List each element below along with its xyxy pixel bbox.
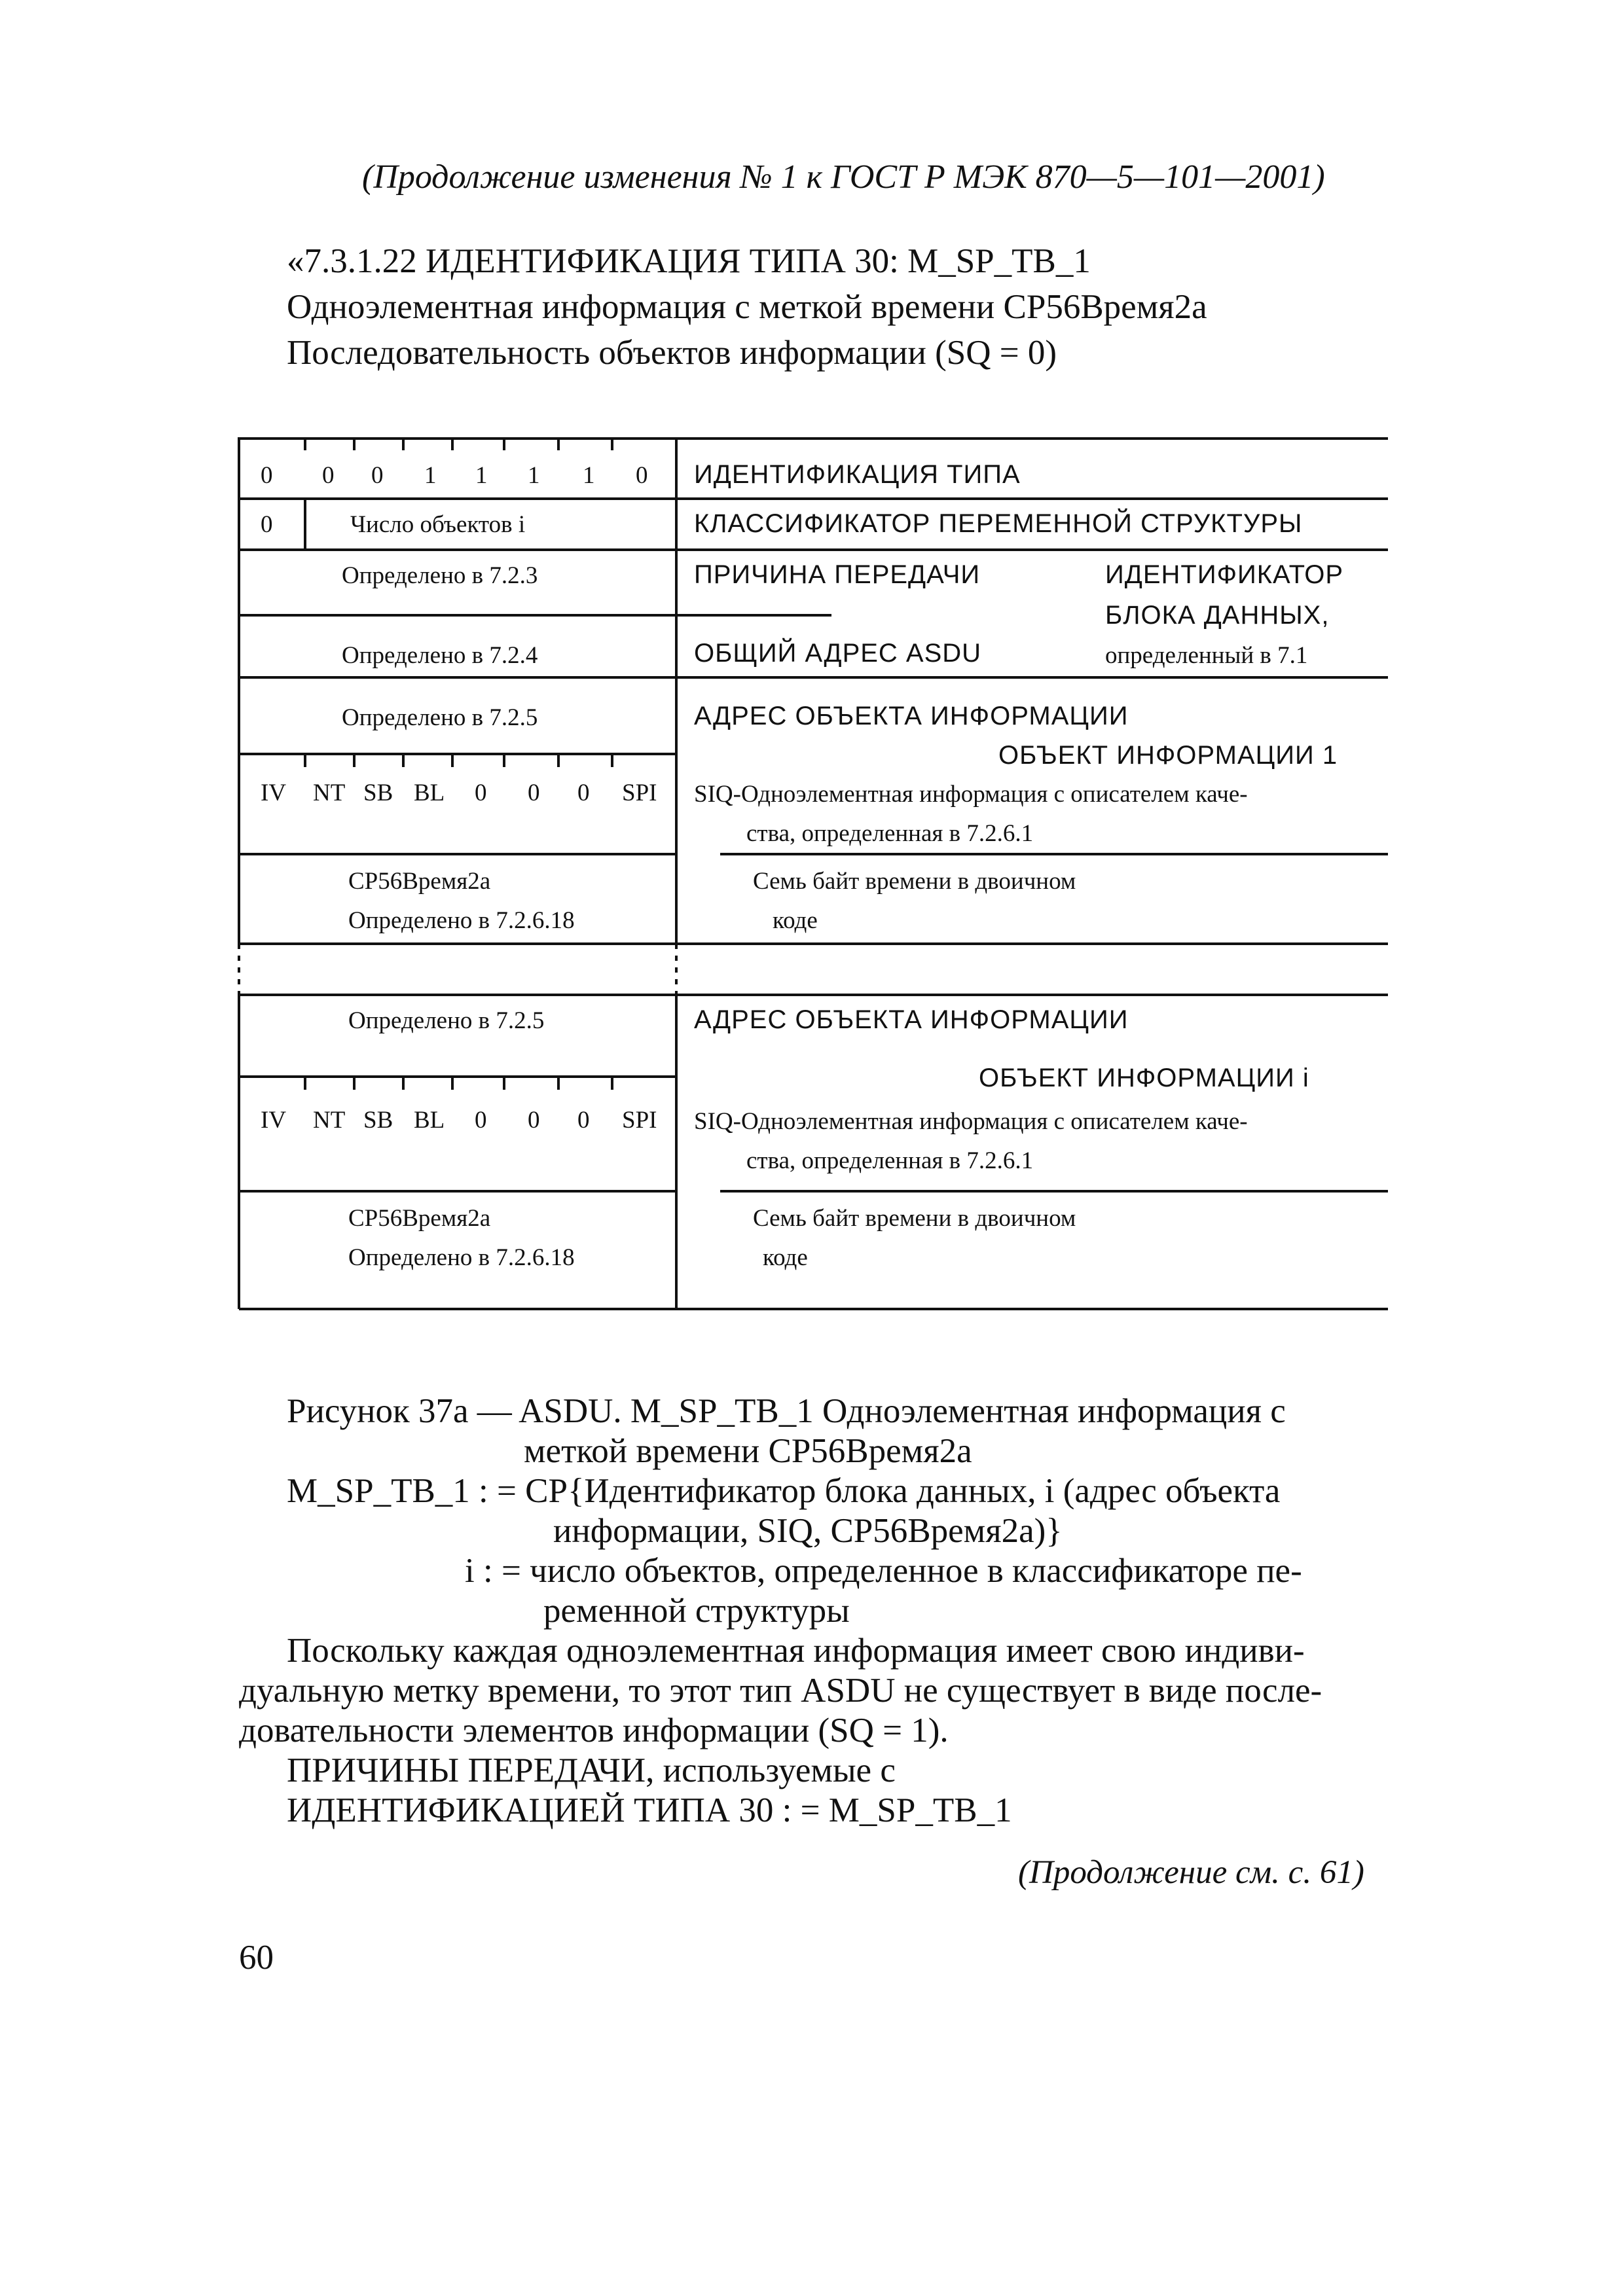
causes-heading: ПРИЧИНЫ ПЕРЕДАЧИ, используемые с xyxy=(287,1751,896,1789)
siq-bit: 0 xyxy=(528,780,540,806)
siq-bit: 0 xyxy=(475,1107,487,1134)
bit-value: 1 xyxy=(424,462,437,489)
definition-line-4: ременной структуры xyxy=(543,1592,850,1630)
siq-bit: 0 xyxy=(577,1107,590,1134)
time-tag-description-2: коде xyxy=(763,1244,808,1271)
bit-value: 0 xyxy=(261,462,273,489)
causes-heading-2: ИДЕНТИФИКАЦИЕЙ ТИПА 30 : = M_SP_TB_1 xyxy=(287,1791,1012,1829)
information-object-1-label: ОБЪЕКТ ИНФОРМАЦИИ 1 xyxy=(998,741,1338,770)
object-address-label: АДРЕС ОБЪЕКТА ИНФОРМАЦИИ xyxy=(694,702,1129,730)
siq-bit: 0 xyxy=(475,780,487,806)
common-address-ref: Определено в 7.2.4 xyxy=(342,642,538,669)
time-tag-name: CP56Время2a xyxy=(348,868,491,895)
siq-description: SIQ-Одноэлементная информация с описателем каче- xyxy=(694,781,1248,808)
siq-bit: BL xyxy=(414,1107,445,1134)
siq-bit: SB xyxy=(363,1107,393,1134)
time-tag-description: Семь байт времени в двоичном xyxy=(753,1205,1076,1232)
page-number: 60 xyxy=(239,1939,274,1977)
definition-line-2: информации, SIQ, CP56Время2a)} xyxy=(553,1512,1063,1550)
siq-bit: NT xyxy=(313,1107,346,1134)
bit-value: 0 xyxy=(636,462,648,489)
type-identification-label: ИДЕНТИФИКАЦИЯ ТИПА xyxy=(694,460,1021,489)
siq-bit: 0 xyxy=(577,780,590,806)
time-tag-description: Семь байт времени в двоичном xyxy=(753,868,1076,895)
section-subtitle-2: Последовательность объектов информации (SQ = 0) xyxy=(287,334,1057,372)
object-address-ref: Определено в 7.2.5 xyxy=(348,1007,545,1034)
time-tag-name: CP56Время2a xyxy=(348,1205,491,1232)
continued-note: (Продолжение см. с. 61) xyxy=(1018,1854,1364,1891)
data-unit-identifier-label-2: БЛОКА ДАННЫХ, xyxy=(1105,601,1330,630)
siq-ticks-1 xyxy=(305,754,612,767)
siq-bit: IV xyxy=(261,780,287,806)
siq-ticks-2 xyxy=(305,1077,612,1090)
common-address-label: ОБЩИЙ АДРЕС ASDU xyxy=(694,639,982,668)
object-address-ref: Определено в 7.2.5 xyxy=(342,704,538,731)
object-address-label: АДРЕС ОБЪЕКТА ИНФОРМАЦИИ xyxy=(694,1005,1129,1034)
data-unit-identifier-label: ИДЕНТИФИКАТОР xyxy=(1105,560,1344,589)
siq-description-2: ства, определенная в 7.2.6.1 xyxy=(746,1147,1034,1174)
bit-ticks-top xyxy=(305,439,612,450)
sq-bit: 0 xyxy=(261,511,273,538)
siq-bit: BL xyxy=(414,780,445,806)
information-object-i-label: ОБЪЕКТ ИНФОРМАЦИИ i xyxy=(979,1064,1309,1092)
time-tag-ref: Определено в 7.2.6.18 xyxy=(348,1244,575,1271)
figure-caption: Рисунок 37a — ASDU. M_SP_TB_1 Одноэлементная информация с xyxy=(287,1392,1286,1430)
siq-bit: SB xyxy=(363,780,393,806)
figure-caption-2: меткой времени CP56Время2a xyxy=(524,1432,972,1470)
siq-bit: SPI xyxy=(622,1107,657,1134)
cause-defined-ref: Определено в 7.2.3 xyxy=(342,562,538,589)
bit-value: 1 xyxy=(475,462,488,489)
data-unit-identifier-ref: определенный в 7.1 xyxy=(1105,642,1308,669)
siq-bit: IV xyxy=(261,1107,287,1134)
time-tag-description-2: коде xyxy=(773,907,818,934)
bit-value: 1 xyxy=(528,462,540,489)
body-paragraph-3: довательности элементов информации (SQ = 1). xyxy=(239,1712,949,1749)
cause-of-transmission-label: ПРИЧИНА ПЕРЕДАЧИ xyxy=(694,560,981,589)
section-subtitle: Одноэлементная информация с меткой времени CP56Время2a xyxy=(287,288,1207,326)
siq-description-2: ства, определенная в 7.2.6.1 xyxy=(746,820,1034,847)
body-paragraph-2: дуальную метку времени, то этот тип ASDU не существует в виде после- xyxy=(239,1672,1322,1710)
siq-bit: NT xyxy=(313,780,346,806)
variable-structure-qualifier-label: КЛАССИФИКАТОР ПЕРЕМЕННОЙ СТРУКТУРЫ xyxy=(694,509,1303,538)
siq-description: SIQ-Одноэлементная информация с описателем каче- xyxy=(694,1108,1248,1135)
siq-bit: 0 xyxy=(528,1107,540,1134)
body-paragraph: Поскольку каждая одноэлементная информация имеет свою индиви- xyxy=(287,1632,1305,1670)
bit-value: 0 xyxy=(371,462,384,489)
section-heading: «7.3.1.22 ИДЕНТИФИКАЦИЯ ТИПА 30: M_SP_TB_1 xyxy=(287,242,1091,280)
definition-line: M_SP_TB_1 : = CP{Идентификатор блока данных, i (адрес объекта xyxy=(287,1472,1281,1510)
bit-value: 0 xyxy=(322,462,335,489)
bit-value: 1 xyxy=(583,462,595,489)
siq-bit: SPI xyxy=(622,780,657,806)
number-of-objects: Число объектов i xyxy=(350,511,526,538)
definition-line-3: i : = число объектов, определенное в классификаторе пе- xyxy=(465,1552,1302,1590)
running-title: (Продолжение изменения № 1 к ГОСТ Р МЭК 870—5—101—2001) xyxy=(362,158,1325,196)
time-tag-ref: Определено в 7.2.6.18 xyxy=(348,907,575,934)
